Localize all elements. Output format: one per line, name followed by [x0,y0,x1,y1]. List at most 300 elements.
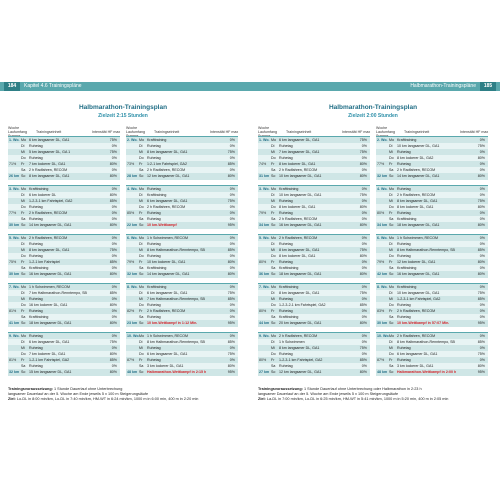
week-distance-summary: 30 km [9,272,20,276]
week-distance-summary: 23 km [127,321,138,325]
week-distance-summary: 48 km [377,370,388,374]
day-label: Do [139,205,144,209]
intensity-value: 85% [227,297,235,301]
training-description: 7 km Halbmarathon-Renntempo, SB [29,291,87,295]
day-label: Sa [21,168,26,172]
training-description: 8 km lockerer DL, GA1 [279,254,316,258]
intensity-value: 0% [361,168,367,172]
training-row [376,320,488,326]
day-label: Mi [389,199,393,203]
intensity-value: 0% [111,168,117,172]
training-row [258,222,370,228]
intensity-value: 0% [479,254,485,258]
training-description: 1-2-1 km Fahrtspiel [29,260,60,264]
intensity-value: 0% [229,205,235,209]
intensity-value: 0% [229,315,235,319]
intensity-value: 80% [477,156,485,160]
day-label: Fr [389,162,393,166]
training-description: 2 h Radfahren, RECOM [397,168,436,172]
training-description: Ruhetag [397,254,411,258]
week-block [258,332,370,376]
training-description: 3 km lockerer DL, GA1 [147,364,184,368]
day-label: Fr [21,309,25,313]
day-label: Fr [139,162,143,166]
day-label: Sa [271,364,276,368]
training-description: Krafttraining [147,266,167,270]
intensity-value: 0% [479,138,485,142]
intensity-value: 0% [111,364,117,368]
intensity-value: 80% [359,162,367,166]
column-header-intensity: Intensität HF max [210,130,239,134]
intensity-value: 0% [111,285,117,289]
intensity-value: 85% [109,199,117,203]
day-label: Mo [389,285,394,289]
intensity-value: 0% [229,236,235,240]
intensity-value: 75% [109,150,117,154]
intensity-value: 80% [477,272,485,276]
footnote-text: langsamer Dauerlauf an der 5. Woche am Ende jeweils 5 x 100 m Steigerungsläufe [258,392,399,397]
intensity-value: 80% [359,205,367,209]
training-description: Ruhetag [397,303,411,307]
intensity-value: 80% [109,162,117,166]
column-header-program: Trainingseinheit [154,130,180,134]
day-label: Fr [271,358,275,362]
training-description: 16 km langsamer DL, GA1 [397,272,440,276]
intensity-value: 80% [109,193,117,197]
week-block [8,234,120,278]
day-label: Fr [139,358,143,362]
footnote-line [8,397,228,402]
training-description: Ruhetag [279,297,293,301]
day-label: Fr [389,309,393,313]
day-label: So [139,223,144,227]
day-label: Do [389,205,394,209]
training-description: 8 km langsamer DL, GA1 [279,248,320,252]
day-label: Mo [21,285,26,289]
training-description: Ruhetag [397,242,411,246]
day-label: Mo [139,334,144,338]
training-description: Ruhetag [29,156,43,160]
week-distance-summary: 34 km [377,223,388,227]
training-description: 6 km lockerer DL [29,193,57,197]
training-description: 2 h Radfahren, RECOM [397,309,436,313]
day-label: Sa [389,168,394,172]
training-description: 1-2-3-1 km Fahrtspiel, GA2 [29,199,73,203]
intensity-value: 0% [229,168,235,172]
training-description: Krafttraining [279,315,299,319]
training-description: Ruhetag [279,364,293,368]
intensity-value: 85% [227,340,235,344]
training-description: Ruhetag [29,364,43,368]
training-description: Ruhetag [279,260,293,264]
day-label: Di [21,291,25,295]
day-label: Mo [271,334,276,338]
day-label: Fr [139,211,143,215]
intensity-value: 85% [359,358,367,362]
week-label: 1. Wo. [259,138,270,142]
intensity-value: 85% [477,248,485,252]
day-label: Di [271,242,275,246]
day-label: Mi [271,150,275,154]
intensity-value: 75% [359,248,367,252]
training-description: 7 km Halbmarathon-Renntempo, SB [147,297,205,301]
intensity-value: 75% [359,193,367,197]
day-label: Mo [21,334,26,338]
footnote-text: 1 Stunde Dauerlauf ohne Unterbrechung [52,387,123,391]
week-distance-summary: 30 km [9,223,20,227]
training-description: 2 h Radfahren, RECOM [29,236,68,240]
week-distance-summary: 32 km [377,174,388,178]
training-description: 12 km langsamer DL, GA1 [147,174,190,178]
week-label: 7. Wo. [9,285,20,289]
day-label: Do [21,254,26,258]
intensity-value: 0% [361,156,367,160]
intensity-value: 0% [361,266,367,270]
week-block [8,185,120,229]
intensity-value: 80% [227,364,235,368]
day-label: So [271,370,276,374]
week-block [258,185,370,229]
day-label: Do [271,205,276,209]
training-description: Krafttraining [29,315,49,319]
week-label: 5. Wo. [9,236,20,240]
training-description: Krafttraining [29,266,49,270]
day-label: Sa [389,364,394,368]
training-row [376,222,488,228]
week-block [8,332,120,376]
intensity-value: 0% [229,242,235,246]
training-description: 2 h Radfahren, RECOM [279,168,318,172]
day-label: Sa [389,266,394,270]
training-description: Ruhetag [147,346,161,350]
training-description: 10 km-Wettkampf in 1:12 Min. [147,321,198,325]
training-description: Ruhetag [147,156,161,160]
intensity-value: 0% [361,187,367,191]
intensity-value: 0% [479,211,485,215]
intensity-value: 0% [111,334,117,338]
training-description: Krafttraining [397,138,417,142]
intensity-value: 0% [479,334,485,338]
day-label: So [21,223,26,227]
week-label: 5. Wo. [259,236,270,240]
training-description: Ruhetag [397,187,411,191]
training-description: 8 km Halbmarathon-Renntempo, SB [147,248,205,252]
training-description: 18 km langsamer DL, GA1 [279,272,322,276]
intensity-value: 75% [109,138,117,142]
footnote-text: Lo-DL in 8:00 min/km, Lo-DL in 7:40 min/km, HM-WT in 6:24 min/km, 1000 m in 6:00 min, 400 m in 2:20 min [15,397,199,402]
day-label: Fr [271,309,275,313]
week-intensity-summary: 81% [9,358,17,362]
day-label: Di [139,144,143,148]
training-row [126,320,238,326]
day-label: Mo [21,187,26,191]
training-row [8,320,120,326]
day-label: Mi [389,248,393,252]
week-distance-summary: 42 km [377,272,388,276]
training-description: Ruhetag [147,315,161,319]
day-label: So [271,272,276,276]
week-block [126,332,238,376]
training-description: 14 km langsamer DL, GA1 [147,272,190,276]
intensity-value: 0% [229,358,235,362]
day-label: Sa [21,217,26,221]
training-description: Ruhetag [147,187,161,191]
intensity-value: 85% [359,303,367,307]
week-distance-summary: 36 km [259,272,270,276]
training-description: Krafttraining [279,285,299,289]
intensity-value: 0% [229,193,235,197]
training-description: Krafttraining [147,138,167,142]
intensity-value: 80% [109,370,117,374]
intensity-value: 0% [361,297,367,301]
day-label: Fr [21,162,25,166]
week-intensity-summary: 74% [259,162,267,166]
plan-title: Halbmarathon-Trainingsplan [328,104,418,111]
day-label: Mi [21,199,25,203]
intensity-value: 95% [227,370,235,374]
week-block [376,332,488,376]
training-description: Ruhetag [279,309,293,313]
training-description: Ruhetag [29,334,43,338]
day-label: Fr [271,260,275,264]
intensity-value: 80% [359,321,367,325]
intensity-value: 0% [111,156,117,160]
day-label: So [271,174,276,178]
day-label: Do [271,156,276,160]
intensity-value: 0% [111,315,117,319]
training-description: Ruhetag [397,315,411,319]
intensity-value: 95% [227,223,235,227]
week-distance-summary: 48 km [127,370,138,374]
intensity-value: 80% [477,174,485,178]
training-row [8,222,120,228]
week-intensity-summary: 85% [127,211,135,215]
week-block [8,136,120,180]
week-distance-summary: 22 km [127,223,138,227]
intensity-value: 0% [479,193,485,197]
intensity-value: 80% [109,174,117,178]
intensity-value: 75% [477,352,485,356]
week-intensity-summary: 82% [127,309,135,313]
week-label: 8. Wo. [127,285,138,289]
week-label: 1. Wo. [9,138,20,142]
day-label: So [139,370,144,374]
training-description: 7 km lockerer DL, GA1 [29,162,66,166]
intensity-value: 0% [229,346,235,350]
page-number-left: 184 [4,82,20,91]
training-description: 1 h Schwimmen, RECOM [397,236,438,240]
day-label: Mo [21,138,26,142]
intensity-value: 0% [111,346,117,350]
day-label: Fr [21,358,25,362]
footnote-bold: Ziel: [258,397,266,402]
training-row [258,271,370,277]
plan-subtitle: Zielzeit 2:00 Stunden [348,113,398,119]
week-distance-summary: 28 km [127,174,138,178]
intensity-value: 0% [111,266,117,270]
day-label: Mi [271,248,275,252]
intensity-value: 0% [361,236,367,240]
training-description: Ruhetag [29,144,43,148]
column-header-intensity: Intensität HF max [92,130,121,134]
intensity-value: 0% [361,285,367,289]
training-row [8,271,120,277]
day-label: Mo [21,236,26,240]
training-description: 8 km langsamer DL, GA1 [147,150,188,154]
week-label: 2. Wo. [127,138,138,142]
intensity-value: 75% [109,340,117,344]
week-block [376,283,488,327]
day-label: Di [139,340,143,344]
training-description: 7 km lockerer DL, GA1 [29,352,66,356]
day-label: Mo [389,334,394,338]
intensity-value: 75% [477,291,485,295]
day-label: Di [389,340,393,344]
day-label: Mo [389,236,394,240]
intensity-value: 0% [479,303,485,307]
training-description: 6 km langsamer DL, GA1 [147,199,188,203]
day-label: Do [389,303,394,307]
intensity-value: 0% [479,309,485,313]
footnote [8,387,228,403]
training-description: 6 km langsamer DL, GA1 [397,352,438,356]
week-intensity-summary: 80% [259,309,267,313]
week-block [8,283,120,327]
day-label: Do [21,352,26,356]
week-label: 6. Wo. [127,236,138,240]
day-label: Do [271,303,276,307]
training-description: 1-2-3-2-1 km Fahrtspiel, GA2 [279,303,326,307]
intensity-value: 0% [361,211,367,215]
training-description: Ruhetag [397,162,411,166]
intensity-value: 80% [477,364,485,368]
day-label: Sa [271,168,276,172]
training-description: Ruhetag [397,346,411,350]
day-label: Di [389,291,393,295]
week-distance-summary: 31 km [259,174,270,178]
column-header-intensity: Intensität HF max [460,130,489,134]
training-description: Krafttraining [147,193,167,197]
intensity-value: 0% [229,266,235,270]
training-description: Ruhetag [147,254,161,258]
training-description: Ruhetag [279,352,293,356]
intensity-value: 0% [479,162,485,166]
training-row [126,369,238,375]
day-label: So [389,272,394,276]
training-description: 8 km langsamer DL, GA1 [29,174,70,178]
day-label: Mo [139,236,144,240]
training-description: 2 h Radfahren, RECOM [279,217,318,221]
intensity-value: 80% [109,223,117,227]
training-description: 2 h Radfahren, RECOM [29,211,68,215]
day-label: So [389,321,394,325]
intensity-value: 0% [479,315,485,319]
training-description: 2 h Radfahren, RECOM [397,334,436,338]
intensity-value: 80% [477,205,485,209]
intensity-value: 0% [479,242,485,246]
intensity-value: 0% [111,144,117,148]
training-description: 18 km langsamer DL, GA1 [397,223,440,227]
day-label: Di [139,291,143,295]
day-label: So [271,321,276,325]
day-label: Di [271,193,275,197]
day-label: Mi [21,297,25,301]
column-header-week: Woche Laufumfang [8,126,27,134]
training-description: 14 km langsamer DL, GA1 [29,223,72,227]
page-number-right: 185 [480,82,496,91]
training-description: Ruhetag [147,211,161,215]
training-description: 8 km lockerer DL, GA1 [397,205,434,209]
training-description: Ruhetag [397,150,411,154]
intensity-value: 80% [227,260,235,264]
week-label: 2. Wo. [377,138,388,142]
week-block [126,234,238,278]
day-label: Di [21,242,25,246]
footnote [258,387,478,403]
intensity-value: 80% [227,272,235,276]
day-label: Sa [21,315,26,319]
day-label: Di [139,242,143,246]
week-intensity-summary: 71% [9,162,17,166]
day-label: Sa [271,266,276,270]
intensity-value: 0% [229,156,235,160]
intensity-value: 0% [229,285,235,289]
intensity-value: 85% [227,248,235,252]
training-description: Krafttraining [147,285,167,289]
intensity-value: 80% [477,260,485,264]
intensity-value: 80% [359,223,367,227]
intensity-value: 0% [361,242,367,246]
day-label: Mi [21,346,25,350]
week-block [376,136,488,180]
training-description: Krafttraining [397,217,417,221]
day-label: Mo [389,138,394,142]
training-description: 8 km lockerer DL, GA2 [397,156,434,160]
training-description: 5 km langsamer DL, GA 1 [29,150,71,154]
training-description: Ruhetag [29,309,43,313]
training-row [376,369,488,375]
week-label: 3. Wo. [259,187,270,191]
day-label: Di [271,291,275,295]
day-label: Do [271,352,276,356]
training-description: 16 km langsamer DL, GA1 [279,223,322,227]
day-label: Sa [139,364,144,368]
day-label: Mi [389,346,393,350]
intensity-value: 0% [229,309,235,313]
week-label: 9. Wo. [9,334,20,338]
day-label: Fr [21,260,25,264]
day-label: Do [139,156,144,160]
day-label: Fr [389,211,393,215]
day-label: Di [389,242,393,246]
training-row [376,271,488,277]
day-label: Di [21,193,25,197]
intensity-value: 0% [479,217,485,221]
intensity-value: 75% [359,138,367,142]
training-description: 8 km langsamer DL, GA1 [279,291,320,295]
training-description: 6 km langsamer DL, GA1 [279,138,320,142]
training-description: 1-2-3-1 km Fahrtspiel, GA2 [397,297,441,301]
day-label: So [139,174,144,178]
training-description: 2 h Radfahren, RECOM [147,168,186,172]
intensity-value: 0% [229,138,235,142]
day-label: Do [389,254,394,258]
day-label: So [21,370,26,374]
intensity-value: 75% [227,199,235,203]
week-distance-summary: 30 km [377,321,388,325]
training-description: Ruhetag [279,199,293,203]
training-description: Ruhetag [29,205,43,209]
